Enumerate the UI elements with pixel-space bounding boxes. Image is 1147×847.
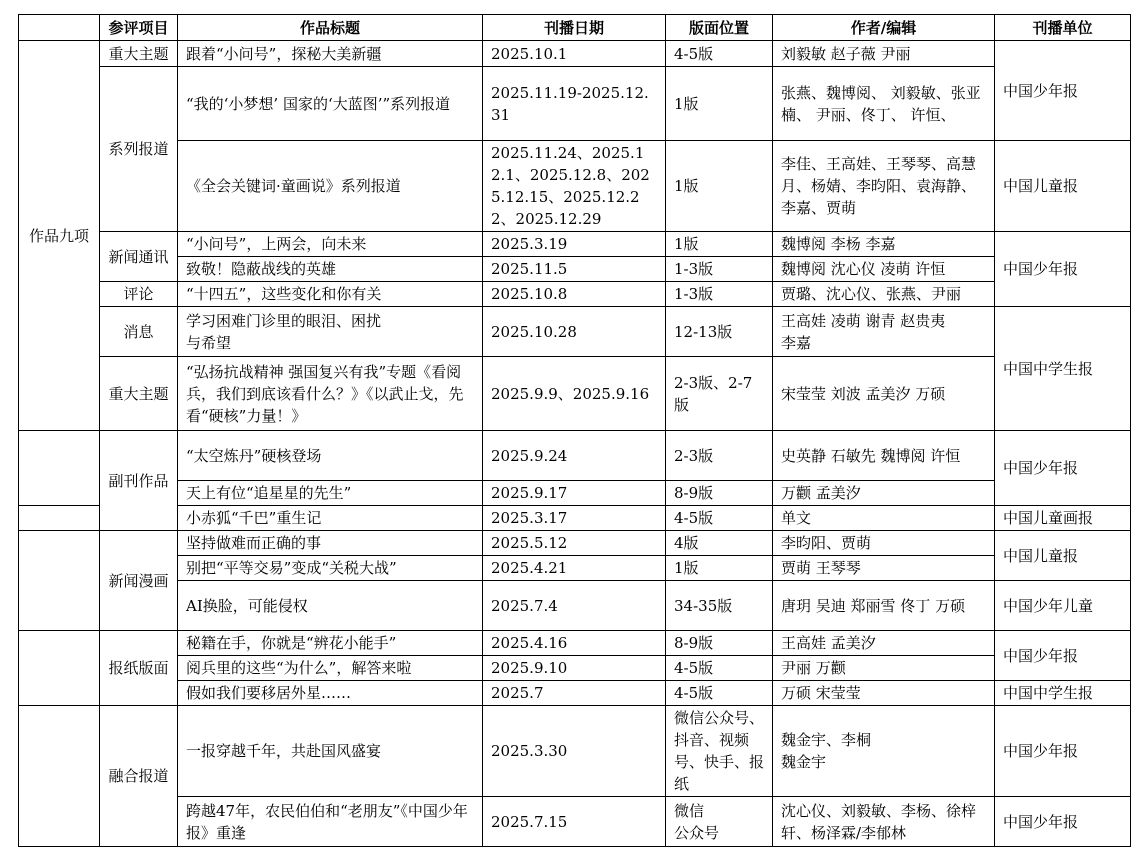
- cell-unit: 中国儿童报: [995, 531, 1131, 581]
- cell-date: 2025.3.30: [483, 706, 666, 797]
- header-corner: [19, 15, 100, 41]
- cell-page: 1-3版: [666, 257, 773, 282]
- cell-page: 4-5版: [666, 656, 773, 681]
- cell-authors: 魏博阅 沈心仪 凌萌 许恒: [773, 257, 995, 282]
- cell-title: 假如我们要移居外星……: [178, 681, 483, 706]
- cell-date: 2025.9.9、2025.9.16: [483, 357, 666, 431]
- cell-date: 2025.9.17: [483, 481, 666, 506]
- cell-authors: 魏金宇、李桐 魏金宇: [773, 706, 995, 797]
- cell-page: 微信 公众号: [666, 797, 773, 847]
- cell-unit: 中国少年报: [995, 631, 1131, 681]
- group-blank: [19, 506, 100, 531]
- header-date: 刊播日期: [483, 15, 666, 41]
- table-row: [19, 41, 1131, 67]
- cell-title: 《全会关键词·童画说》系列报道: [178, 141, 483, 232]
- cell-page: 1版: [666, 141, 773, 232]
- cell-authors: 王高娃 凌萌 谢青 赵贵夷 李嘉: [773, 307, 995, 357]
- cell-authors: 魏博阅 李杨 李嘉: [773, 232, 995, 257]
- cell-authors: 贾璐、沈心仪、张燕、尹丽: [773, 282, 995, 307]
- cell-date: 2025.4.16: [483, 631, 666, 656]
- cell-authors: 张燕、魏博阅、 刘毅敏、张亚楠、 尹丽、佟丁、 许恒、: [773, 67, 995, 141]
- cell-authors: 李昀阳、贾萌: [773, 531, 995, 556]
- cell-title: 阅兵里的这些“为什么”，解答来啦: [178, 656, 483, 681]
- category-label: 消息: [100, 307, 178, 357]
- table-row: [19, 282, 1131, 307]
- cell-title: AI换脸，可能侵权: [178, 581, 483, 631]
- cell-page: 8-9版: [666, 631, 773, 656]
- cell-date: 2025.9.24: [483, 431, 666, 481]
- category-label: 新闻通讯: [100, 232, 178, 282]
- cell-unit: 中国少年报: [995, 41, 1131, 141]
- awards-table: [18, 14, 1131, 847]
- cell-title: 坚持做难而正确的事: [178, 531, 483, 556]
- cell-title: “十四五”，这些变化和你有关: [178, 282, 483, 307]
- cell-unit: 中国少年报: [995, 706, 1131, 797]
- group-blank: [19, 631, 100, 706]
- table-row: [19, 581, 1131, 631]
- cell-date: 2025.10.1: [483, 41, 666, 67]
- cell-title: 跨越47年，农民伯伯和“老朋友”《中国少年报》重逢: [178, 797, 483, 847]
- cell-authors: 唐玥 吴迪 郑丽雪 佟丁 万硕: [773, 581, 995, 631]
- cell-date: 2025.5.12: [483, 531, 666, 556]
- group-blank: [19, 706, 100, 847]
- cell-page: 1-3版: [666, 282, 773, 307]
- cell-page: 4-5版: [666, 681, 773, 706]
- cell-authors: 单文: [773, 506, 995, 531]
- table-row: [19, 357, 1131, 431]
- category-label: 重大主题: [100, 357, 178, 431]
- category-label: 报纸版面: [100, 631, 178, 706]
- cell-unit: 中国儿童报: [995, 141, 1131, 232]
- cell-date: 2025.7.4: [483, 581, 666, 631]
- category-label: 融合报道: [100, 706, 178, 847]
- cell-page: 8-9版: [666, 481, 773, 506]
- cell-page: 4版: [666, 531, 773, 556]
- cell-title: 致敬！隐蔽战线的英雄: [178, 257, 483, 282]
- cell-unit: 中国少年报: [995, 431, 1131, 506]
- cell-unit: 中国少年报: [995, 232, 1131, 307]
- cell-title: “我的‘小梦想’ 国家的‘大蓝图’”系列报道: [178, 67, 483, 141]
- cell-authors: 宋莹莹 刘波 孟美汐 万硕: [773, 357, 995, 431]
- table-row: [19, 257, 1131, 282]
- table-row: [19, 141, 1131, 232]
- cell-date: 2025.10.8: [483, 282, 666, 307]
- header-page: 版面位置: [666, 15, 773, 41]
- header-category: 参评项目: [100, 15, 178, 41]
- category-label: 重大主题: [100, 41, 178, 67]
- cell-page: 微信公众号、抖音、视频号、快手、报纸: [666, 706, 773, 797]
- cell-unit: 中国少年报: [995, 797, 1131, 847]
- header-title: 作品标题: [178, 15, 483, 41]
- cell-unit: 中国儿童画报: [995, 506, 1131, 531]
- cell-page: 2-3版、2-7版: [666, 357, 773, 431]
- cell-title: 别把“平等交易”变成“关税大战”: [178, 556, 483, 581]
- table-row: [19, 506, 1131, 531]
- cell-title: “弘扬抗战精神 强国复兴有我”专题《看阅兵，我们到底该看什么？》《以武止戈，先看“硬核”力量！》: [178, 357, 483, 431]
- category-label: 新闻漫画: [100, 531, 178, 631]
- cell-authors: 史英静 石敏先 魏博阅 许恒: [773, 431, 995, 481]
- cell-date: 2025.3.19: [483, 232, 666, 257]
- table-row: [19, 481, 1131, 506]
- table-row: [19, 706, 1131, 797]
- cell-title: 秘籍在手，你就是“辨花小能手”: [178, 631, 483, 656]
- table-row: [19, 631, 1131, 656]
- category-label: 副刊作品: [100, 431, 178, 531]
- table-row: [19, 307, 1131, 357]
- cell-title: 一报穿越千年，共赴国风盛宴: [178, 706, 483, 797]
- header-row: [19, 15, 1131, 41]
- cell-page: 1版: [666, 556, 773, 581]
- cell-authors: 王高娃 孟美汐: [773, 631, 995, 656]
- cell-unit: 中国中学生报: [995, 681, 1131, 706]
- category-label: 评论: [100, 282, 178, 307]
- group-blank: [19, 531, 100, 631]
- cell-unit: 中国中学生报: [995, 307, 1131, 431]
- header-unit: 刊播单位: [995, 15, 1131, 41]
- cell-date: 2025.7: [483, 681, 666, 706]
- table-row: [19, 431, 1131, 481]
- cell-page: 2-3版: [666, 431, 773, 481]
- table-row: [19, 556, 1131, 581]
- table-row: [19, 531, 1131, 556]
- cell-date: 2025.11.24、2025.12.1、2025.12.8、2025.12.15、2025.12.22、2025.12.29: [483, 141, 666, 232]
- cell-date: 2025.9.10: [483, 656, 666, 681]
- cell-date: 2025.10.28: [483, 307, 666, 357]
- group-label: 作品九项: [19, 41, 100, 431]
- cell-unit: 中国少年儿童: [995, 581, 1131, 631]
- cell-title: 小赤狐“千巴”重生记: [178, 506, 483, 531]
- cell-page: 4-5版: [666, 41, 773, 67]
- cell-title: 跟着“小问号”，探秘大美新疆: [178, 41, 483, 67]
- header-authors: 作者/编辑: [773, 15, 995, 41]
- table-row: [19, 797, 1131, 847]
- cell-authors: 李佳、王高娃、王琴琴、高慧月、杨婧、李昀阳、袁海静、李嘉、贾萌: [773, 141, 995, 232]
- category-label: 系列报道: [100, 67, 178, 232]
- cell-date: 2025.11.19-2025.12.31: [483, 67, 666, 141]
- cell-authors: 尹丽 万颧: [773, 656, 995, 681]
- cell-title: 学习困难门诊里的眼泪、困扰 与希望: [178, 307, 483, 357]
- cell-title: “小问号”，上两会，向未来: [178, 232, 483, 257]
- cell-date: 2025.11.5: [483, 257, 666, 282]
- cell-authors: 沈心仪、刘毅敏、李杨、徐梓轩、杨泽霖/李郁林: [773, 797, 995, 847]
- cell-date: 2025.3.17: [483, 506, 666, 531]
- cell-authors: 万硕 宋莹莹: [773, 681, 995, 706]
- cell-date: 2025.7.15: [483, 797, 666, 847]
- cell-page: 12-13版: [666, 307, 773, 357]
- table-row: [19, 656, 1131, 681]
- cell-authors: 贾萌 王琴琴: [773, 556, 995, 581]
- cell-title: “太空炼丹”硬核登场: [178, 431, 483, 481]
- table-row: [19, 681, 1131, 706]
- cell-page: 1版: [666, 232, 773, 257]
- table-row: [19, 67, 1131, 141]
- cell-authors: 刘毅敏 赵子薇 尹丽: [773, 41, 995, 67]
- cell-page: 4-5版: [666, 506, 773, 531]
- cell-title: 天上有位“追星星的先生”: [178, 481, 483, 506]
- cell-page: 34-35版: [666, 581, 773, 631]
- group-blank: [19, 431, 100, 506]
- cell-page: 1版: [666, 67, 773, 141]
- cell-authors: 万颧 孟美汐: [773, 481, 995, 506]
- cell-date: 2025.4.21: [483, 556, 666, 581]
- table-row: [19, 232, 1131, 257]
